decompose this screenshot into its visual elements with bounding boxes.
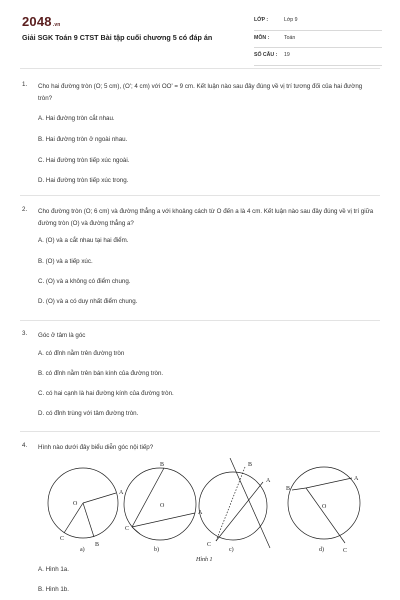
meta-label: SỐ CÂU : bbox=[254, 52, 278, 58]
option-d[interactable]: D. Hai đường tròn tiếp xúc trong. bbox=[38, 177, 129, 184]
option-c[interactable]: C. có hai cạnh là hai đường kính của đường tròn. bbox=[38, 390, 174, 397]
point-label: B bbox=[248, 462, 253, 468]
panel-label: a) bbox=[80, 547, 85, 553]
point-label: O bbox=[73, 501, 78, 507]
option-c[interactable]: C. Hai đường tròn tiếp xúc ngoài. bbox=[38, 157, 130, 164]
meta-label: LỚP : bbox=[254, 17, 269, 23]
option-a[interactable]: A. (O) và a cắt nhau tại hai điểm. bbox=[38, 237, 129, 244]
meta-row-subject bbox=[254, 32, 382, 49]
meta-row-class bbox=[254, 14, 382, 31]
option-b[interactable]: B. Hình 1b. bbox=[38, 586, 69, 593]
logo-text: 2048 bbox=[22, 14, 52, 29]
question-divider bbox=[20, 320, 380, 321]
point-label: B bbox=[286, 486, 291, 492]
option-a[interactable]: A. có đỉnh nằm trên đường tròn bbox=[38, 350, 125, 357]
panel-label: d) bbox=[319, 547, 324, 553]
site-logo[interactable] bbox=[22, 14, 61, 29]
point-label: O bbox=[322, 504, 327, 510]
meta-value: Toán bbox=[284, 34, 296, 41]
point-label: B bbox=[160, 462, 165, 468]
point-label: A bbox=[198, 510, 203, 516]
page-header bbox=[0, 0, 400, 70]
question-text: Góc ở tâm là góc bbox=[38, 332, 86, 339]
option-b[interactable]: B. có đỉnh nằm trên bán kính của đường tròn. bbox=[38, 370, 164, 377]
point-label: O bbox=[160, 503, 165, 509]
option-a[interactable]: A. Hai đường tròn cắt nhau. bbox=[38, 115, 115, 122]
question-text: Cho hai đường tròn (O; 5 cm), (O'; 4 cm) với OO' = 9 cm. Kết luận nào sau đây đúng về vị trí tương đối của hai đường tròn? bbox=[38, 83, 363, 102]
figure-hinh-1 bbox=[40, 458, 370, 563]
meta-label: MÔN : bbox=[254, 34, 270, 41]
question-text: Hình nào dưới đây biểu diễn góc nội tiếp? bbox=[38, 444, 154, 451]
option-d[interactable]: D. (O) và a có duy nhất điểm chung. bbox=[38, 298, 138, 305]
panel-label: b) bbox=[154, 547, 159, 553]
question-number: 3. bbox=[22, 330, 28, 337]
point-label: C bbox=[125, 526, 130, 532]
meta-value: Lớp 9 bbox=[284, 17, 298, 23]
figure-caption: Hình 1 bbox=[196, 557, 213, 563]
page-title: Giải SGK Toán 9 CTST Bài tập cuối chương 5 có đáp án bbox=[22, 33, 213, 42]
point-label: C bbox=[207, 542, 212, 548]
point-label: A bbox=[266, 478, 271, 484]
question-text: Cho đường tròn (O; 6 cm) và đường thẳng a với khoảng cách từ O đến a là 4 cm. Kết luận nào sau đây đúng về vị trí giữa đường tròn (O) và đường thẳng a? bbox=[38, 208, 374, 227]
meta-value: 19 bbox=[284, 52, 290, 58]
figure-panel-a bbox=[48, 468, 118, 538]
question-divider bbox=[20, 431, 380, 432]
figure-svg bbox=[40, 458, 370, 563]
meta-row-count bbox=[254, 49, 382, 66]
question-divider bbox=[20, 195, 380, 196]
header-divider bbox=[20, 68, 380, 69]
point-label: C bbox=[343, 548, 348, 554]
point-label: A bbox=[119, 490, 124, 496]
option-b[interactable]: B. Hai đường tròn ở ngoài nhau. bbox=[38, 136, 128, 143]
panel-label: c) bbox=[229, 547, 234, 553]
point-label: B bbox=[95, 542, 100, 548]
logo-tld: .vn bbox=[52, 22, 61, 28]
meta-table bbox=[254, 14, 382, 67]
option-b[interactable]: B. (O) và a tiếp xúc. bbox=[38, 258, 93, 265]
question-number: 4. bbox=[22, 442, 28, 449]
question-number: 1. bbox=[22, 81, 28, 88]
option-d[interactable]: D. có đỉnh trùng với tâm đường tròn. bbox=[38, 410, 139, 417]
option-a[interactable]: A. Hình 1a. bbox=[38, 566, 69, 573]
option-c[interactable]: C. (O) và a không có điểm chung. bbox=[38, 278, 131, 285]
figure-panel-c bbox=[199, 458, 270, 548]
question-number: 2. bbox=[22, 206, 28, 213]
point-label: A bbox=[354, 476, 359, 482]
point-label: C bbox=[60, 536, 65, 542]
